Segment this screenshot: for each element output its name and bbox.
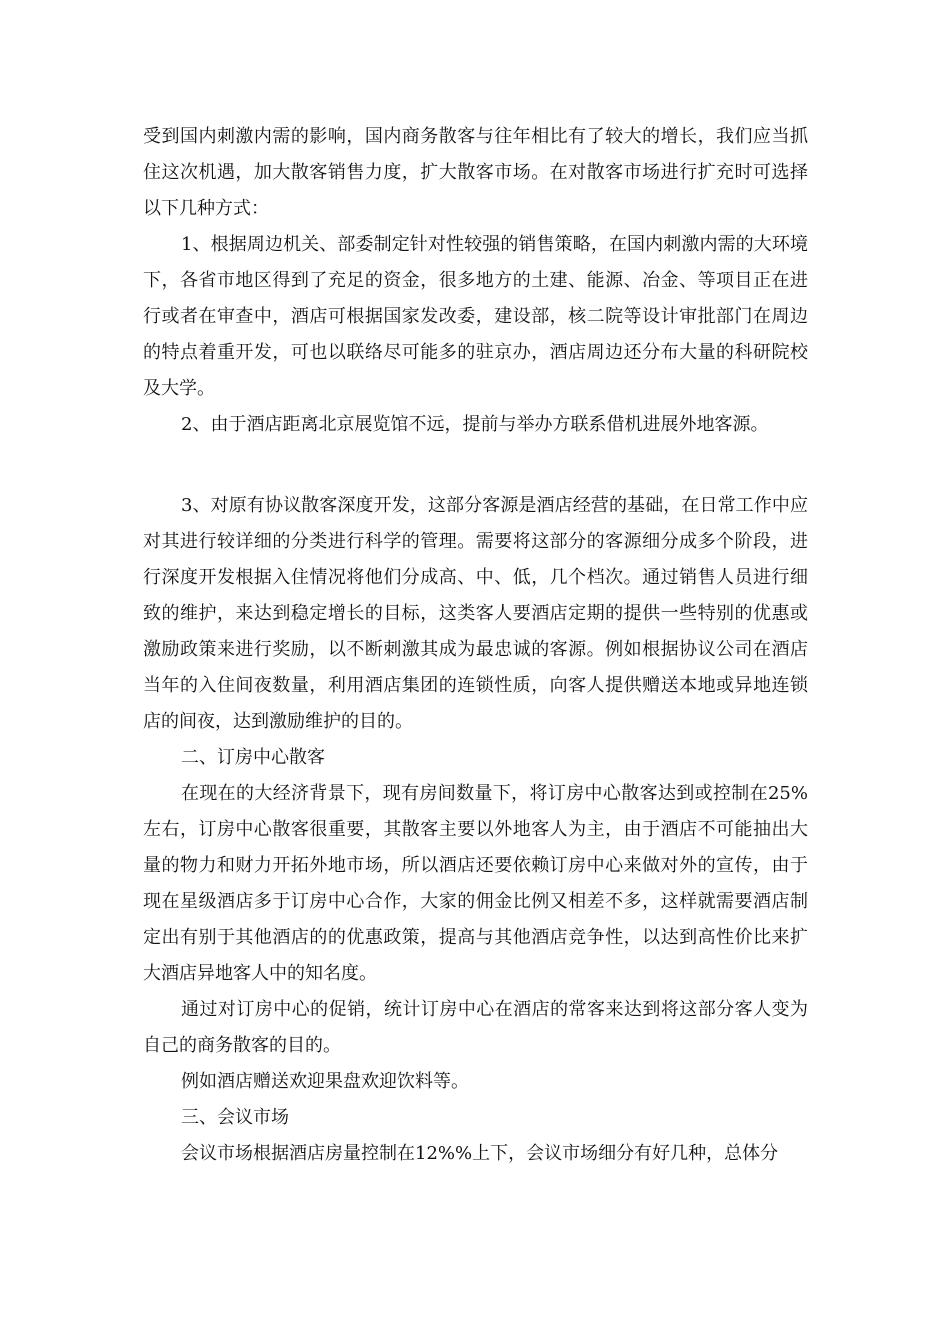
document-body: [143, 119, 808, 1172]
section-heading-3: 三、会议市场: [181, 1107, 289, 1128]
paragraph-item-2: 2、由于酒店距离北京展览馆不远，提前与举办方联系借机进展外地客源。: [181, 414, 769, 435]
paragraph-example: 例如酒店赠送欢迎果盘欢迎饮料等。: [181, 1071, 469, 1092]
paragraph-item-3: 3、对原有协议散客深度开发，这部分客源是酒店经营的基础，在日常工作中应对其进行较详细的分类进行科学的管理。需要将这部分的客源细分成多个阶段，进行深度开发根据入住情况将他们分成高、中、低，几个档次。通过销售人员进行细致的维护，来达到稳定增长的目标，这类客人要酒店定期的提供一些特别的优惠或激励政策来进行奖励，以不断刺激其成为最忠诚的客源。例如根据协议公司在酒店当年的入住间夜数量，利用酒店集团的连锁性质，向客人提供赠送本地或异地连锁店的间夜，达到激励维护的目的。: [143, 495, 808, 732]
blank-spacer: [143, 443, 808, 488]
paragraph-booking-promo: 通过对订房中心的促销，统计订房中心在酒店的常客来达到将这部分客人变为自己的商务散客的目的。: [143, 999, 808, 1056]
paragraph-booking-center: 在现在的大经济背景下，现有房间数量下，将订房中心散客达到或控制在25%左右，订房中心散客很重要，其散客主要以外地客人为主，由于酒店不可能抽出大量的物力和财力开拓外地市场，所以酒店还要依赖订房中心来做对外的宣传，由于现在星级酒店多于订房中心合作，大家的佣金比例又相差不多，这样就需要酒店制定出有别于其他酒店的的优惠政策，提高与其他酒店竞争性，以达到高性价比来扩大酒店异地客人中的知名度。: [143, 783, 808, 984]
paragraph-intro: 受到国内刺激内需的影响，国内商务散客与往年相比有了较大的增长，我们应当抓住这次机遇，加大散客销售力度，扩大散客市场。在对散客市场进行扩充时可选择以下几种方式：: [143, 126, 808, 219]
paragraph-meeting-market: 会议市场根据酒店房量控制在12%%上下，会议市场细分有好几种，总体分: [181, 1143, 779, 1164]
paragraph-item-1: 1、根据周边机关、部委制定针对性较强的销售策略，在国内刺激内需的大环境下，各省市地区得到了充足的资金，很多地方的土建、能源、冶金、等项目正在进行或者在审查中，酒店可根据国家发改委，建设部，核二院等设计审批部门在周边的特点着重开发，可也以联络尽可能多的驻京办，酒店周边还分布大量的科研院校及大学。: [143, 234, 808, 399]
section-heading-2: 二、订房中心散客: [181, 747, 325, 768]
